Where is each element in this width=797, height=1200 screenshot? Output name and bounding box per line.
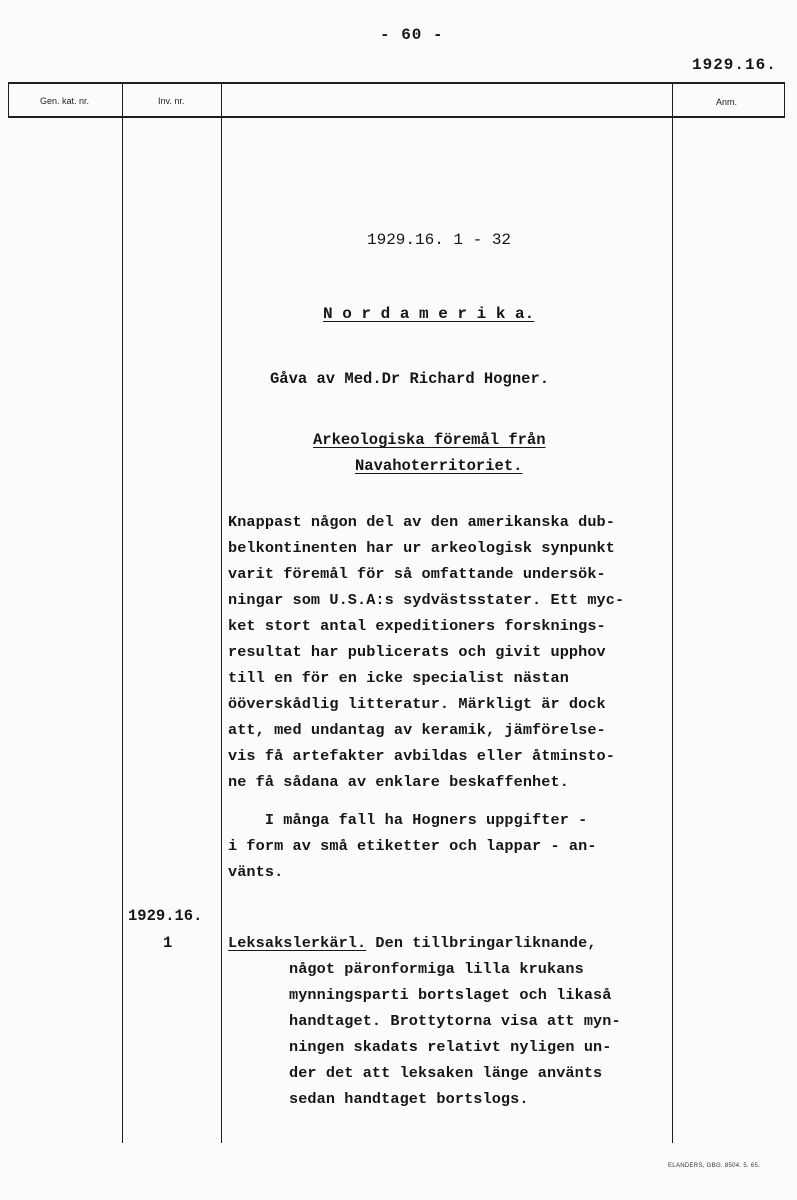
- printer-mark: ELANDERS, GBG. 8504. 5. 65.: [668, 1163, 761, 1169]
- catalog-reference: 1929.16.: [692, 56, 777, 74]
- intro-line: varit föremål för så omfattande undersök-: [228, 565, 606, 583]
- column-divider-gen-inv: [122, 83, 123, 1143]
- entry-inv-number: 1: [163, 934, 173, 952]
- entry-line: handtaget. Brottytorna visa att myn-: [289, 1012, 621, 1030]
- left-border: [8, 83, 9, 117]
- entry-first-line: [228, 934, 597, 952]
- region-heading: N o r d a m e r i k a.: [323, 305, 535, 323]
- entry-title: Leksakslerkärl.: [228, 934, 367, 952]
- column-header-inv-nr: Inv. nr.: [158, 96, 185, 106]
- entry-line: mynningsparti bortslaget och likaså: [289, 986, 612, 1004]
- intro-line: till en för en icke specialist nästan: [228, 669, 569, 687]
- page-number: - 60 -: [380, 26, 444, 44]
- note-line: vänts.: [228, 863, 284, 881]
- intro-line: ket stort antal expeditioners forsknings-: [228, 617, 606, 635]
- entry-line: sedan handtaget bortslogs.: [289, 1090, 529, 1108]
- column-header-anm: Anm.: [716, 97, 738, 107]
- column-divider-text-anm: [672, 83, 673, 1143]
- entry-line: något päronformiga lilla krukans: [289, 960, 584, 978]
- gift-line: Gåva av Med.Dr Richard Hogner.: [270, 370, 550, 388]
- subheading-line-2: Navahoterritoriet.: [355, 457, 523, 475]
- entry-line: der det att leksaken länge använts: [289, 1064, 603, 1082]
- subheading-line-1: Arkeologiska föremål från: [313, 431, 546, 449]
- intro-line: ningar som U.S.A:s sydvästsstater. Ett myc-: [228, 591, 625, 609]
- intro-line: vis få artefakter avbildas eller åtminsto-: [228, 747, 615, 765]
- entry-first-line-text: Den tillbringarliknande,: [366, 934, 597, 952]
- intro-line: belkontinenten har ur arkeologisk synpunkt: [228, 539, 615, 557]
- column-header-gen-kat-nr: Gen. kat. nr.: [40, 96, 90, 106]
- entry-inv-prefix: 1929.16.: [128, 907, 203, 925]
- intro-line: Knappast någon del av den amerikanska dub-: [228, 513, 615, 531]
- entry-line: ningen skadats relativt nyligen un-: [289, 1038, 612, 1056]
- note-line: I många fall ha Hogners uppgifter -: [228, 811, 588, 829]
- note-line: i form av små etiketter och lappar - an-: [228, 837, 597, 855]
- header-bottom-rule: [8, 116, 785, 118]
- intro-line: ööverskådlig litteratur. Märkligt är dock: [228, 695, 606, 713]
- header-top-rule: [8, 82, 785, 84]
- catalog-range: 1929.16. 1 - 32: [367, 231, 512, 249]
- right-border: [784, 83, 785, 117]
- column-divider-inv-text: [221, 83, 222, 1143]
- intro-line: att, med undantag av keramik, jämförelse-: [228, 721, 606, 739]
- intro-line: resultat har publicerats och givit upphov: [228, 643, 606, 661]
- intro-line: ne få sådana av enklare beskaffenhet.: [228, 773, 569, 791]
